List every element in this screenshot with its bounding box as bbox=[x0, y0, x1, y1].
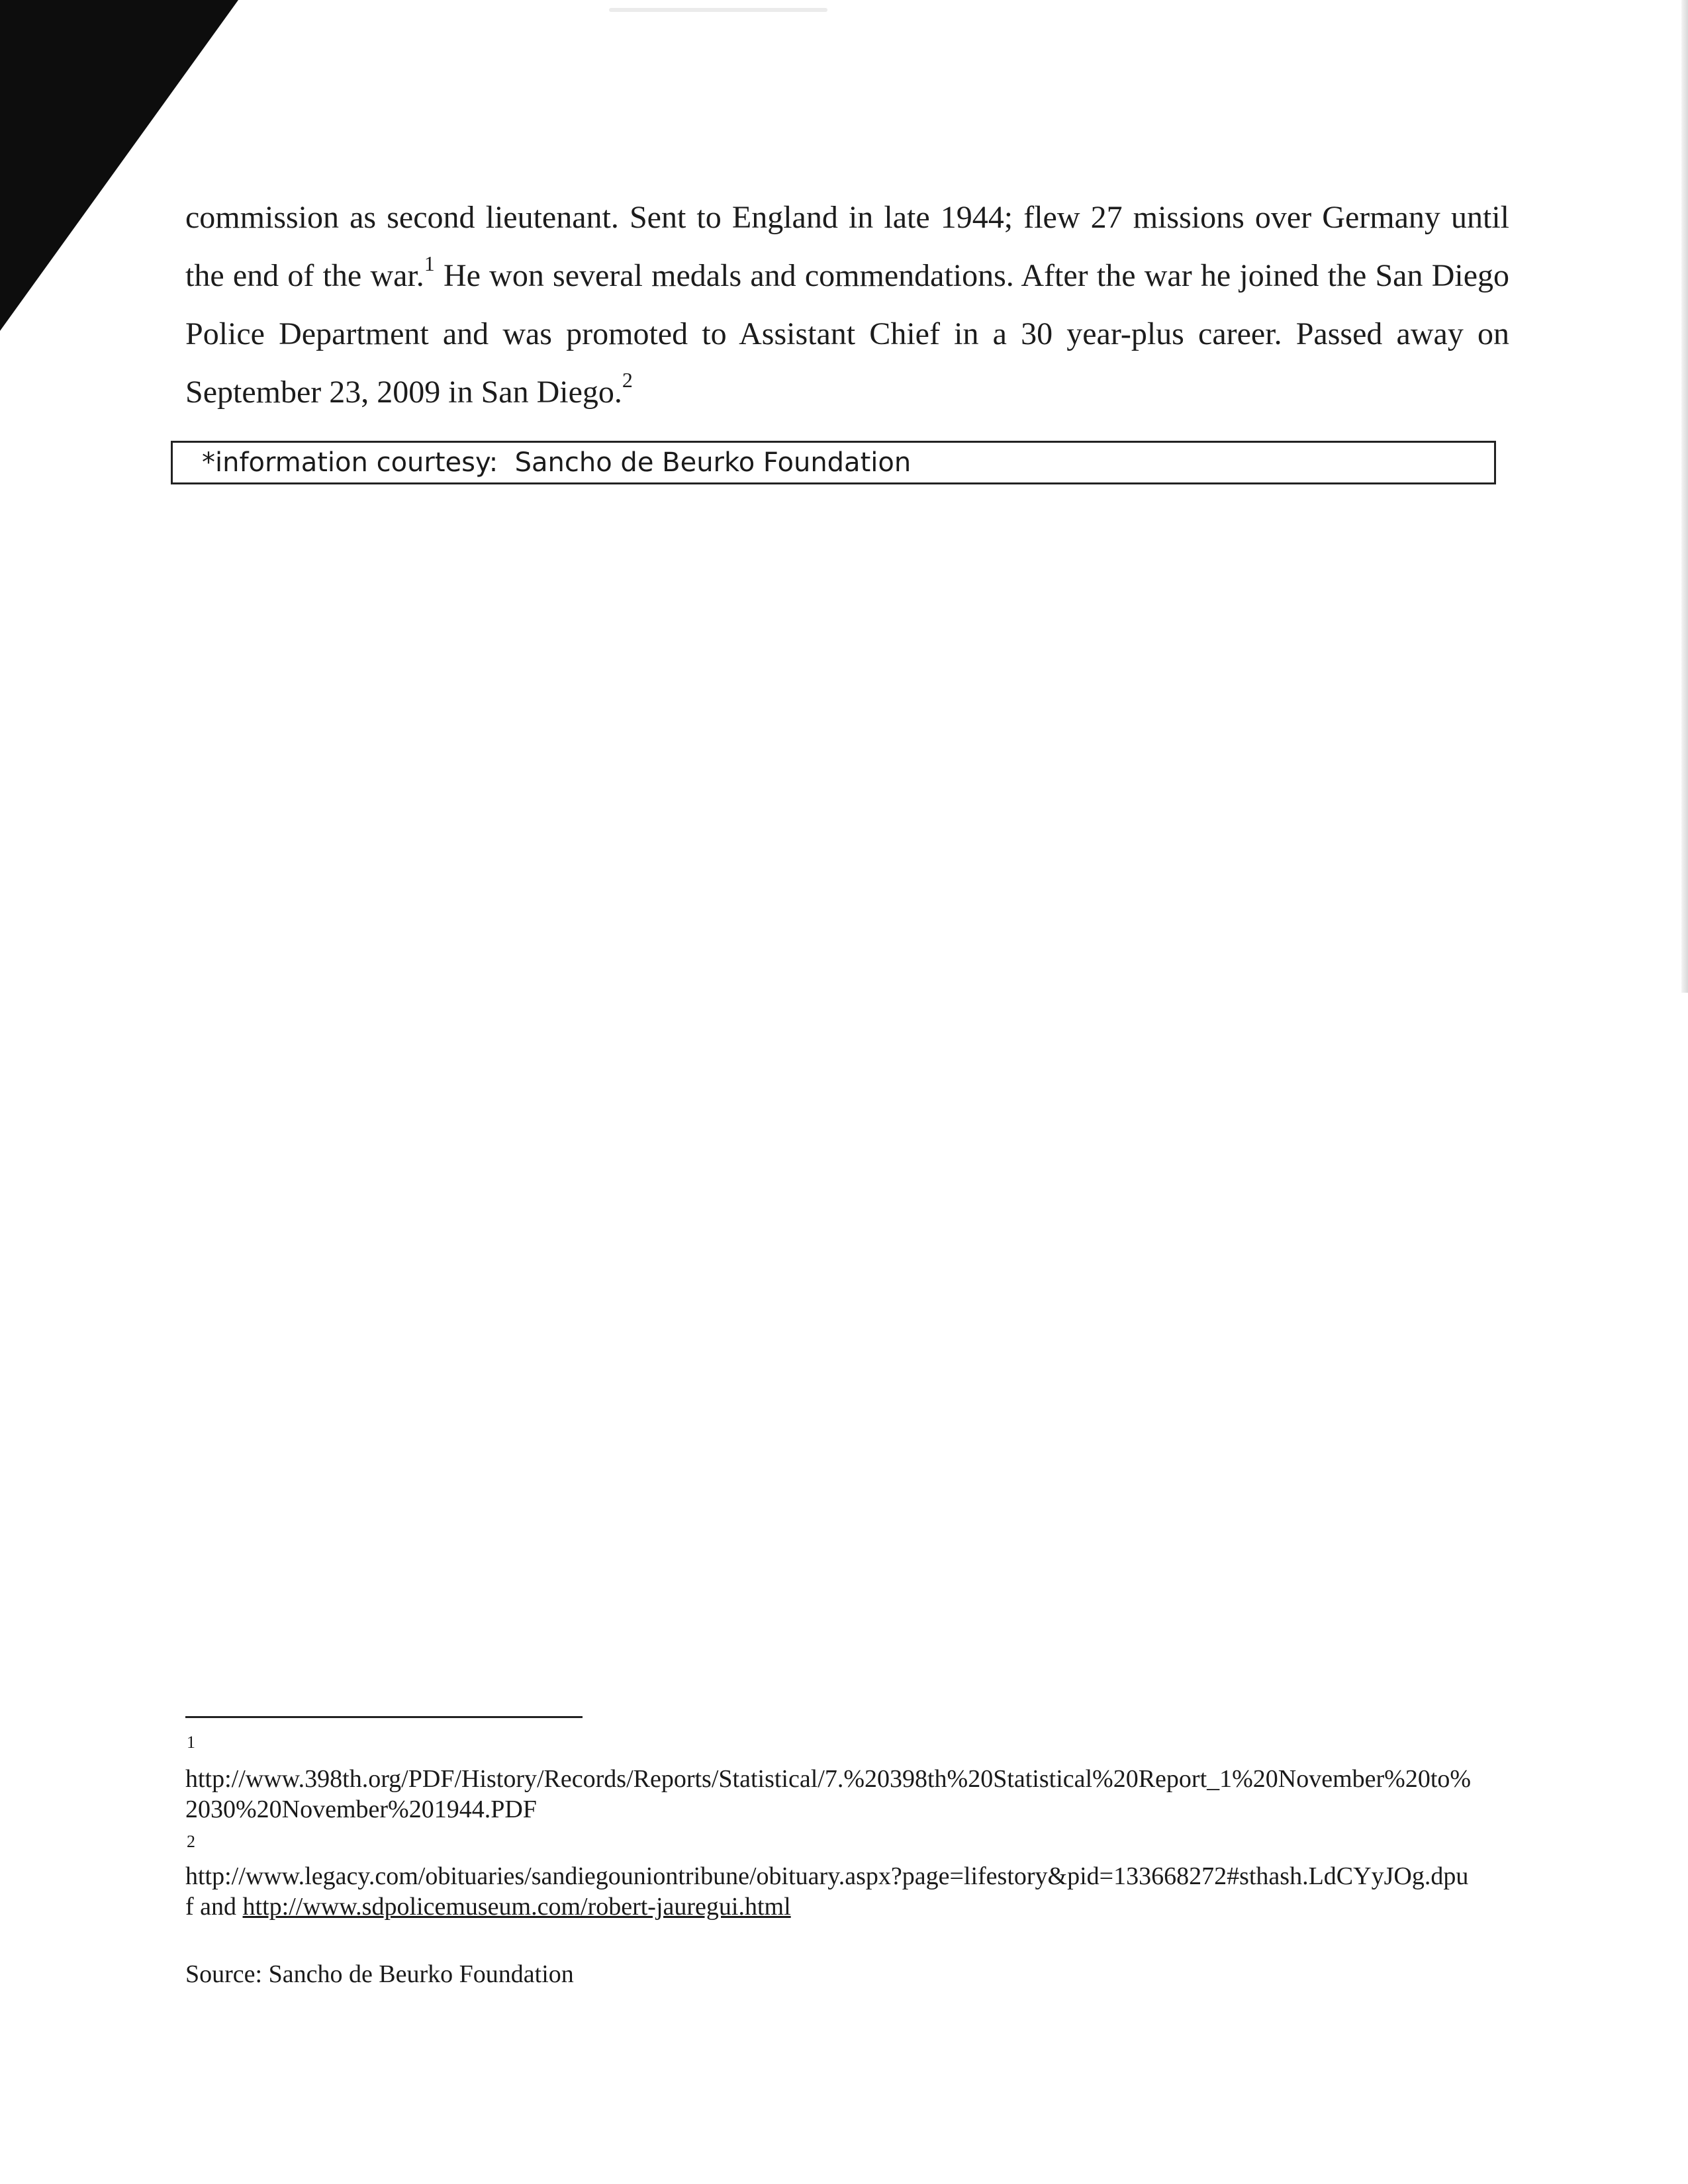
body-text-part-2: He won several medals and commendations. After the war he joined the San Diego Police Department and was promoted to Assistant Chief in a 30 year-plus career. Passed away on September 23, 2009 in San Diego. bbox=[185, 258, 1509, 410]
footnote-separator bbox=[185, 1716, 583, 1718]
footnote-number-1: 1 bbox=[187, 1733, 195, 1752]
courtesy-box: *information courtesy: Sancho de Beurko Foundation bbox=[171, 441, 1496, 484]
footnote-2-link[interactable]: http://www.sdpolicemuseum.com/robert-jauregui.html bbox=[242, 1893, 791, 1921]
source-line: Source: Sancho de Beurko Foundation bbox=[185, 1960, 574, 1988]
body-text-part-1: commission as second lieutenant. Sent to England in late 1944; flew 27 missions over Germany until the end of the war. bbox=[185, 200, 1509, 293]
footnote-text-2 bbox=[185, 1861, 1476, 1922]
body-paragraph bbox=[185, 189, 1509, 422]
footnote-ref-2: 2 bbox=[622, 368, 633, 392]
scan-top-smudge bbox=[609, 8, 827, 12]
body-paragraph-container bbox=[185, 189, 1509, 422]
scan-right-edge bbox=[1681, 0, 1688, 993]
footnote-ref-1: 1 bbox=[424, 251, 435, 275]
footnote-number-2: 2 bbox=[187, 1832, 195, 1851]
footnote-2-url: http://www.legacy.com/obituaries/sandiegouniontribune/obituary.aspx?page=lifestory&pid=133668272#sthash.LdCYyJOg.dpuf and bbox=[185, 1862, 1469, 1921]
footnote-text-1: http://www.398th.org/PDF/History/Records/Reports/Statistical/7.%20398th%20Statistical%20Report_1%20November%20to%2030%20November%201944.PDF bbox=[185, 1765, 1472, 1823]
